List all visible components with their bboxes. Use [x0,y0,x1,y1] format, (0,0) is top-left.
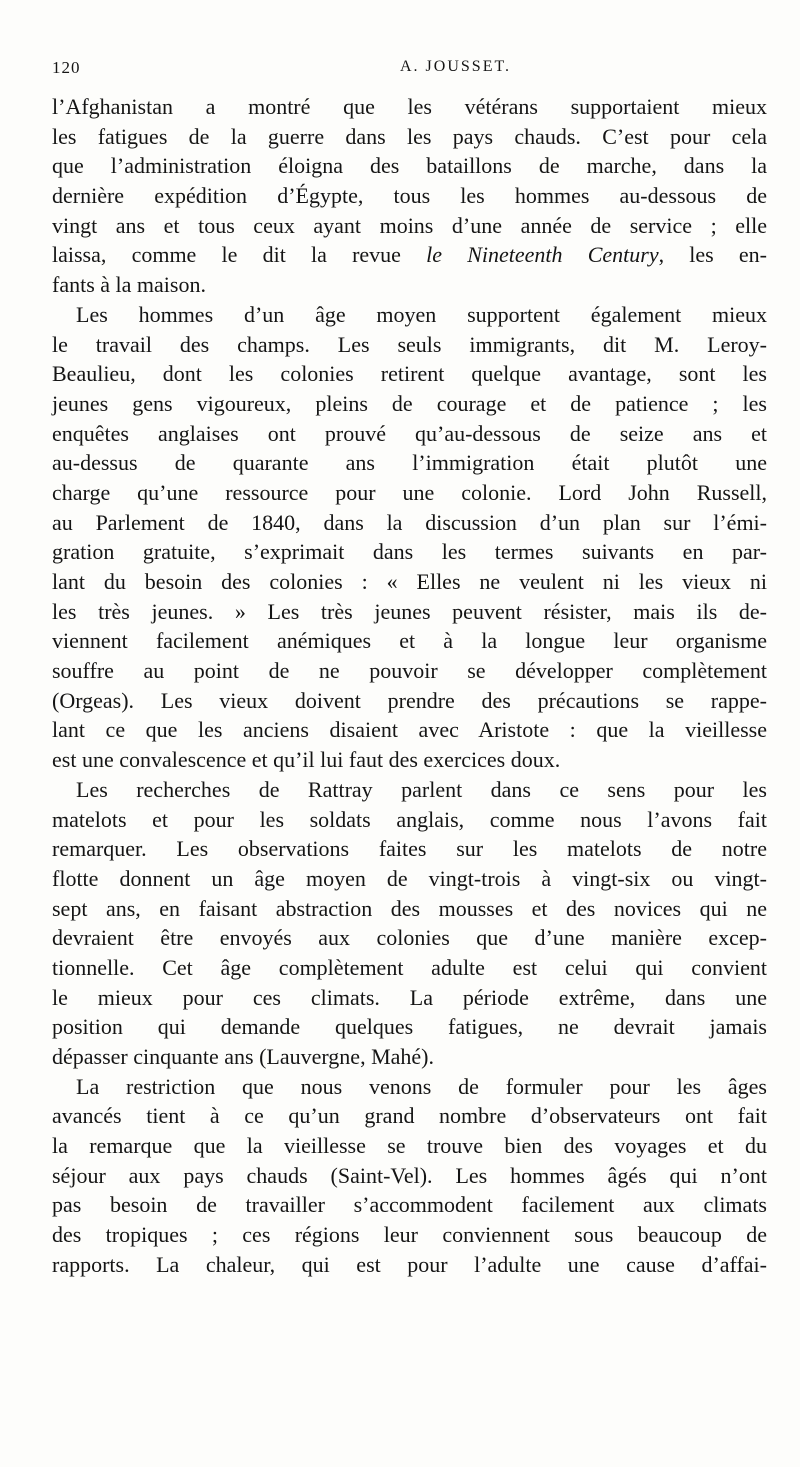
text-line: au Parlement de 1840, dans la discussion d’un plan sur l’émi- [52,509,767,535]
running-title: A. JOUSSET. [400,58,512,75]
text-line: viennent facilement anémiques et à la longue leur organisme [52,628,767,654]
text-line: que l’administration éloigna des bataillons de marche, dans la [52,153,767,179]
text-line: charge qu’une ressource pour une colonie. Lord John Russell, [52,479,767,505]
text-line: flotte donnent un âge moyen de vingt-trois à vingt-six ou vingt- [52,865,767,891]
text-line: lant ce que les anciens disaient avec Aristote : que la vieillesse [52,717,767,743]
text-line: vingt ans et tous ceux ayant moins d’une année de service ; elle [52,212,767,238]
text-line: La restriction que nous venons de formuler pour les âges [76,1073,767,1099]
text-line: jeunes gens vigoureux, pleins de courage et de patience ; les [52,390,767,416]
text-line: Les recherches de Rattray parlent dans ce sens pour les [76,776,767,802]
text-line: Les hommes d’un âge moyen supportent également mieux [76,301,767,327]
text-line: matelots et pour les soldats anglais, comme nous l’avons fait [52,806,767,832]
body-text [52,92,767,1280]
text-line: gration gratuite, s’exprimait dans les termes suivants en par- [52,539,767,565]
text-line: la remarque que la vieillesse se trouve bien des voyages et du [52,1133,767,1159]
text-line: avancés tient à ce qu’un grand nombre d’observateurs ont fait [52,1103,767,1129]
text-line: l’Afghanistan a montré que les vétérans supportaient mieux [52,94,767,119]
text-line: fants à la maison. [52,272,206,298]
text-line: est une convalescence et qu’il lui faut des exercices doux. [52,747,561,773]
text-line: dépasser cinquante ans (Lauvergne, Mahé). [52,1044,434,1069]
text-line: le mieux pour ces climats. La période extrême, dans une [52,984,767,1010]
text-line: souffre au point de ne pouvoir se développer complètement [52,658,767,684]
text-line: position qui demande quelques fatigues, ne devrait jamais [52,1014,767,1040]
text-line: séjour aux pays chauds (Saint-Vel). Les hommes âgés qui n’ont [52,1162,767,1188]
text-line: au-dessus de quarante ans l’immigration était plutôt une [52,450,767,476]
text-line: (Orgeas). Les vieux doivent prendre des précautions se rappe- [52,687,767,713]
text-line: remarquer. Les observations faites sur les matelots de notre [52,836,767,862]
text-line: rapports. La chaleur, qui est pour l’adulte une cause d’affai- [52,1251,767,1277]
text-line: les très jeunes. » Les très jeunes peuvent résister, mais ils de- [52,598,767,624]
text-line: le travail des champs. Les seuls immigrants, dit M. Leroy- [52,331,767,357]
text-line: les fatigues de la guerre dans les pays chauds. C’est pour cela [52,123,767,149]
text-line: lant du besoin des colonies : « Elles ne veulent ni les vieux ni [52,569,767,594]
text-line: laissa, comme le dit la revue le Nineteenth Century, les en- [52,242,768,268]
text-line: sept ans, en faisant abstraction des mousses et des novices qui ne [52,895,767,921]
running-head [52,58,772,82]
text-line: tionnelle. Cet âge complètement adulte est celui qui convient [52,954,767,980]
page-number: 120 [52,58,81,77]
text-line: Beaulieu, dont les colonies retirent quelque avantage, sont les [52,361,767,387]
text-line: pas besoin de travailler s’accommodent facilement aux climats [52,1192,767,1218]
text-line: des tropiques ; ces régions leur conviennent sous beaucoup de [52,1222,767,1248]
text-line: dernière expédition d’Égypte, tous les hommes au-dessous de [52,183,767,209]
text-line: devraient être envoyés aux colonies que d’une manière excep- [52,925,767,951]
text-line: enquêtes anglaises ont prouvé qu’au-dessous de seize ans et [52,420,767,446]
